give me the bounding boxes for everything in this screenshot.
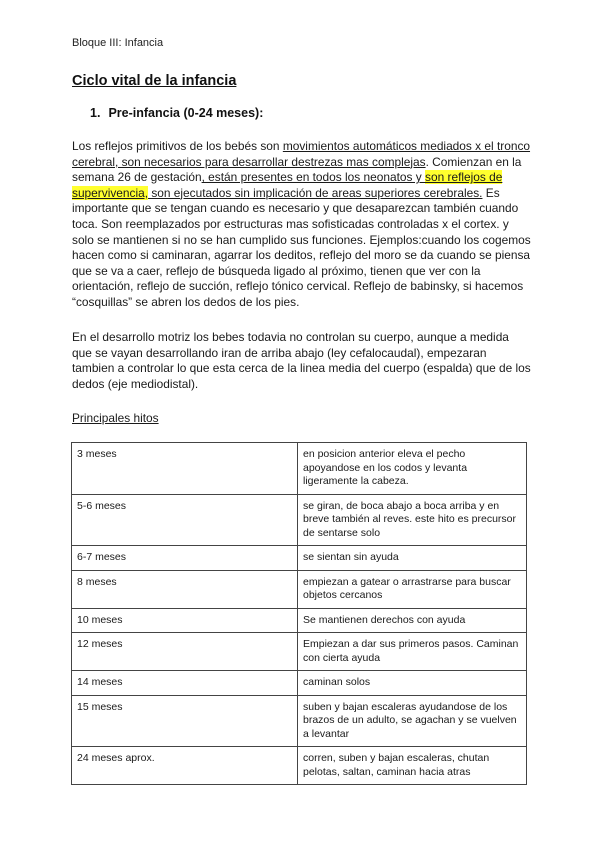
- age-cell: 3 meses: [72, 443, 298, 495]
- milestone-cell: corren, suben y bajan escaleras, chutan pelotas, saltan, caminan hacia atras: [298, 747, 527, 785]
- age-cell: 6-7 meses: [72, 546, 298, 571]
- age-cell: 5-6 meses: [72, 494, 298, 546]
- page-header: Bloque III: Infancia: [72, 37, 164, 49]
- age-cell: 12 meses: [72, 633, 298, 671]
- highlighted-text: son reflejos de supervivencia,: [72, 170, 503, 200]
- page-title: Ciclo vital de la infancia: [72, 73, 237, 89]
- milestone-cell: empiezan a gatear o arrastrarse para buscar objetos cercanos: [298, 570, 527, 608]
- age-cell: 15 meses: [72, 695, 298, 747]
- hitos-table: [71, 442, 527, 785]
- paragraph-reflejos: [72, 139, 532, 311]
- table-row: [72, 570, 527, 608]
- age-cell: 10 meses: [72, 608, 298, 633]
- table-row: [72, 671, 527, 696]
- table-row: [72, 494, 527, 546]
- milestone-cell: se sientan sin ayuda: [298, 546, 527, 571]
- paragraph-text: . Comienzan en la semana 26 de gestación: [72, 154, 522, 185]
- table-row: [72, 633, 527, 671]
- underlined-text: son ejecutados sin implicación de areas superiores cerebrales.: [148, 185, 483, 200]
- hitos-label: Principales hitos: [72, 411, 159, 425]
- underlined-text: movimientos automáticos mediados x el tronco cerebral, son necesarios para desarrollar destrezas mas complejas: [72, 139, 531, 169]
- paragraph-text: Los reflejos primitivos de los bebés son: [72, 139, 283, 153]
- underlined-text: , están presentes en todos los neonatos y: [201, 170, 426, 185]
- section-title: Pre-infancia (0-24 meses):: [108, 106, 264, 120]
- milestone-cell: en posicion anterior eleva el pecho apoyandose en los codos y levanta ligeramente la cabeza.: [298, 443, 527, 495]
- milestone-cell: Se mantienen derechos con ayuda: [298, 608, 527, 633]
- milestone-cell: se giran, de boca abajo a boca arriba y en breve también al reves. este hito es precursor de sentarse solo: [298, 494, 527, 546]
- table-row: [72, 608, 527, 633]
- table-row: [72, 747, 527, 785]
- age-cell: 8 meses: [72, 570, 298, 608]
- table-row: [72, 443, 527, 495]
- age-cell: 14 meses: [72, 671, 298, 696]
- section-heading: [90, 106, 263, 120]
- paragraph-desarrollo-motriz: En el desarrollo motriz los bebes todavia no controlan su cuerpo, aunque a medida que se vayan desarrollando iran de arriba abajo (ley cefalocaudal), empezaran tambien a controlar lo que esta cerca de la linea media del cuerpo (espalda) que de los dedos (eje mediodistal).: [72, 330, 531, 391]
- age-cell: 24 meses aprox.: [72, 747, 298, 785]
- paragraph-text: Es importante que se tengan cuando es necesario y que desaparezcan también cuando toca. Son reemplazados por estructuras mas sofisticadas controladas x el cortex. y solo se mantienen si no se han cumplido sus funciones. Ejemplos:cuando los cogemos hacen como si caminaran, agarrar los deditos, reflejo del moro se da cuando se piensa que se va a caer, reflejo de búsqueda ligado al próximo, tienen que ver con la orientación, reflejo de succión, reflejo tónico cervical. Reflejo de babinsky, si hacemos “cosquillas” se abren los dedos de los pies.: [72, 185, 531, 309]
- milestone-cell: caminan solos: [298, 671, 527, 696]
- section-number: 1.: [90, 106, 101, 120]
- milestone-cell: Empiezan a dar sus primeros pasos. Caminan con cierta ayuda: [298, 633, 527, 671]
- table-row: [72, 695, 527, 747]
- milestone-cell: suben y bajan escaleras ayudandose de los brazos de un adulto, se agachan y se vuelven a levantar: [298, 695, 527, 747]
- table-row: [72, 546, 527, 571]
